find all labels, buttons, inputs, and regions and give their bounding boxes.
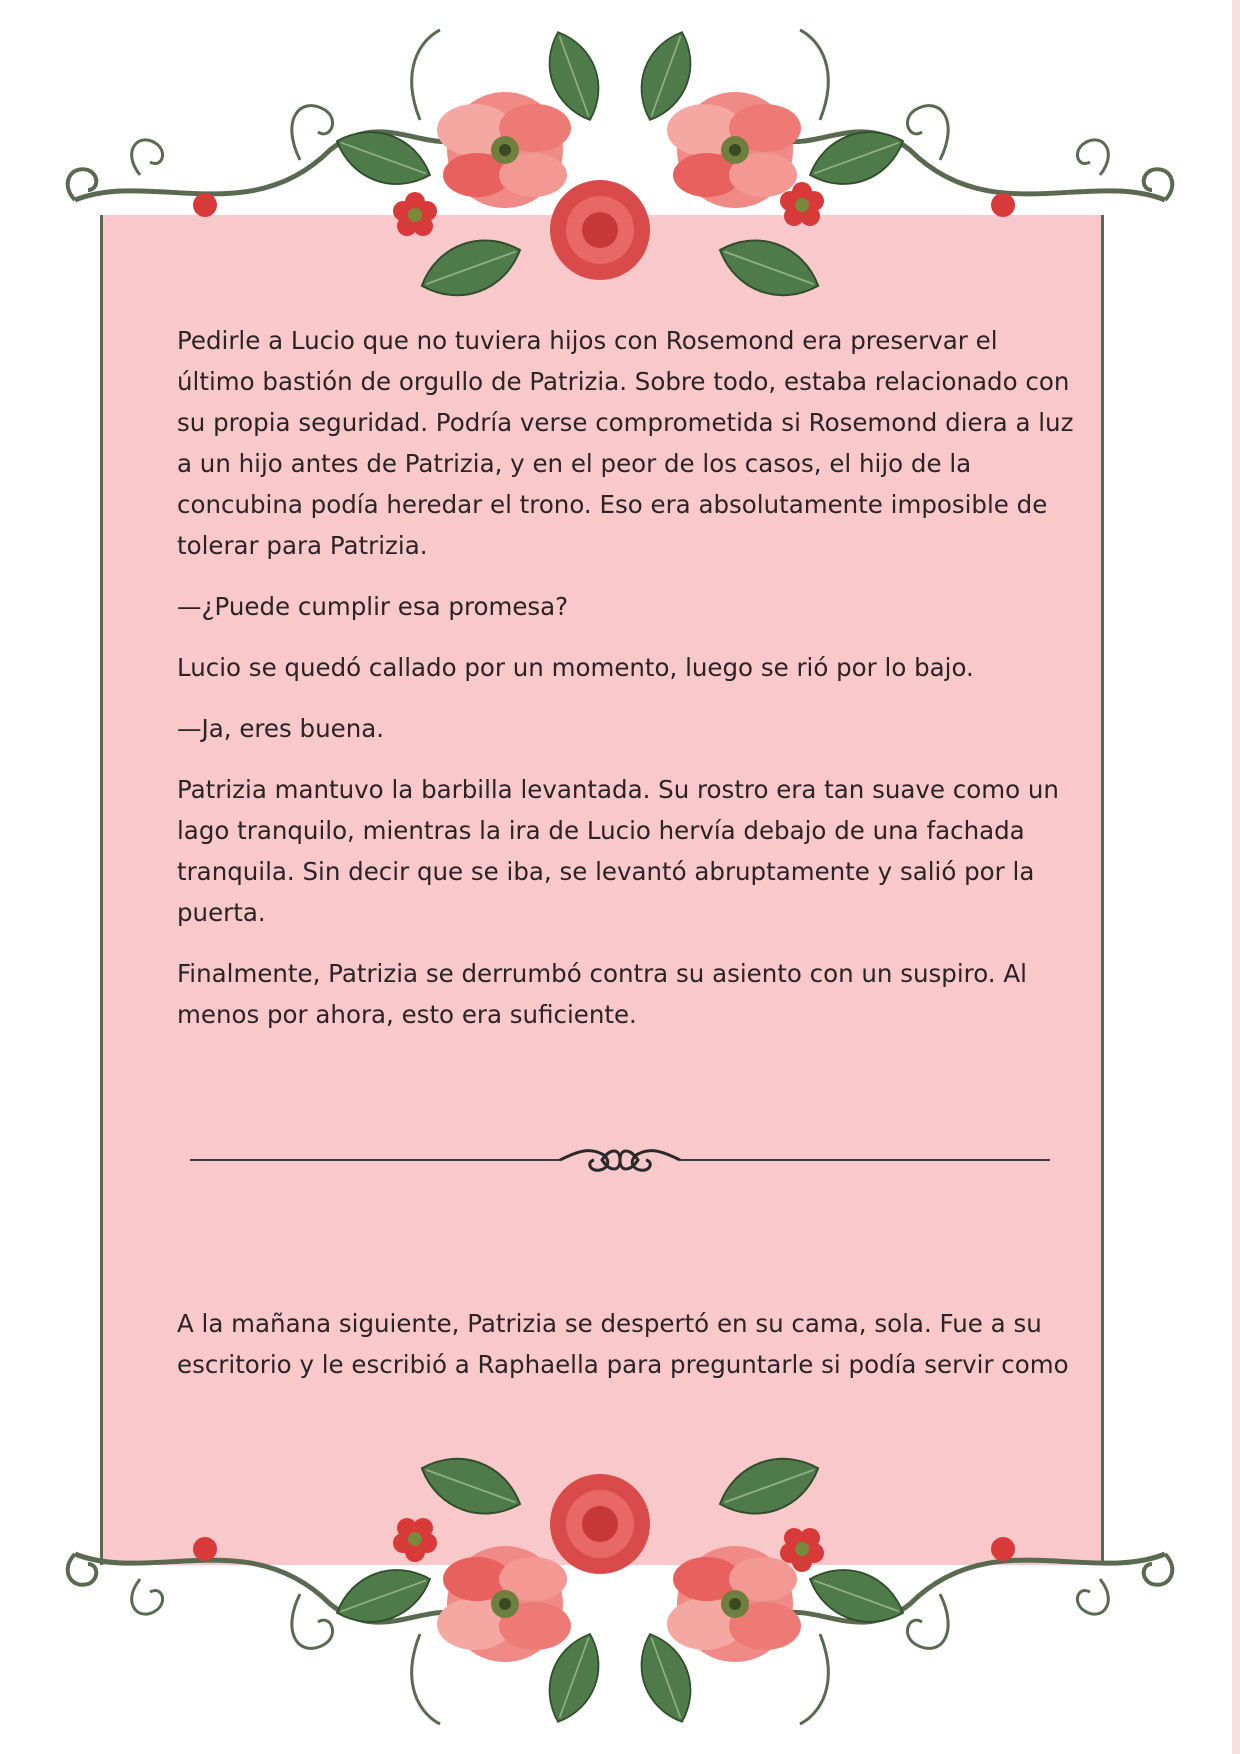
bottom-floral-garland-icon [0, 1424, 1240, 1754]
paragraph: Pedirle a Lucio que no tuviera hijos con Rosemond era preservar el último bastión de orgullo de Patrizia. Sobre todo, estaba relacionado con su propia seguridad. Podría verse comprometida si Rosemond diera a luz a un hijo antes de Patrizia, y en el peor de los casos, el hijo de la concubina podía heredar el trono. Eso era absolutamente imposible de tolerar para Patrizia. [177, 326, 1074, 560]
paragraph: —Ja, eres buena. [177, 714, 385, 743]
story-text [177, 320, 1077, 1055]
paragraph: Patrizia mantuvo la barbilla levantada. Su rostro era tan suave como un lago tranquilo, mientras la ira de Lucio hervía debajo de una fachada tranquila. Sin decir que se iba, se levantó abruptamente y salió por la puerta. [177, 775, 1059, 927]
paragraph: Finalmente, Patrizia se derrumbó contra su asiento con un suspiro. Al menos por ahora, esto era suficiente. [177, 959, 1027, 1029]
top-floral-garland-icon [0, 0, 1240, 330]
paragraph: —¿Puede cumplir esa promesa? [177, 592, 569, 621]
story-text-continued [177, 1303, 1077, 1405]
ornamental-divider-icon [190, 1140, 1050, 1180]
paragraph: Lucio se quedó callado por un momento, luego se rió por lo bajo. [177, 653, 974, 682]
paragraph: A la mañana siguiente, Patrizia se despertó en su cama, sola. Fue a su escritorio y le escribió a Raphaella para preguntarle si podía servir como [177, 1309, 1069, 1379]
